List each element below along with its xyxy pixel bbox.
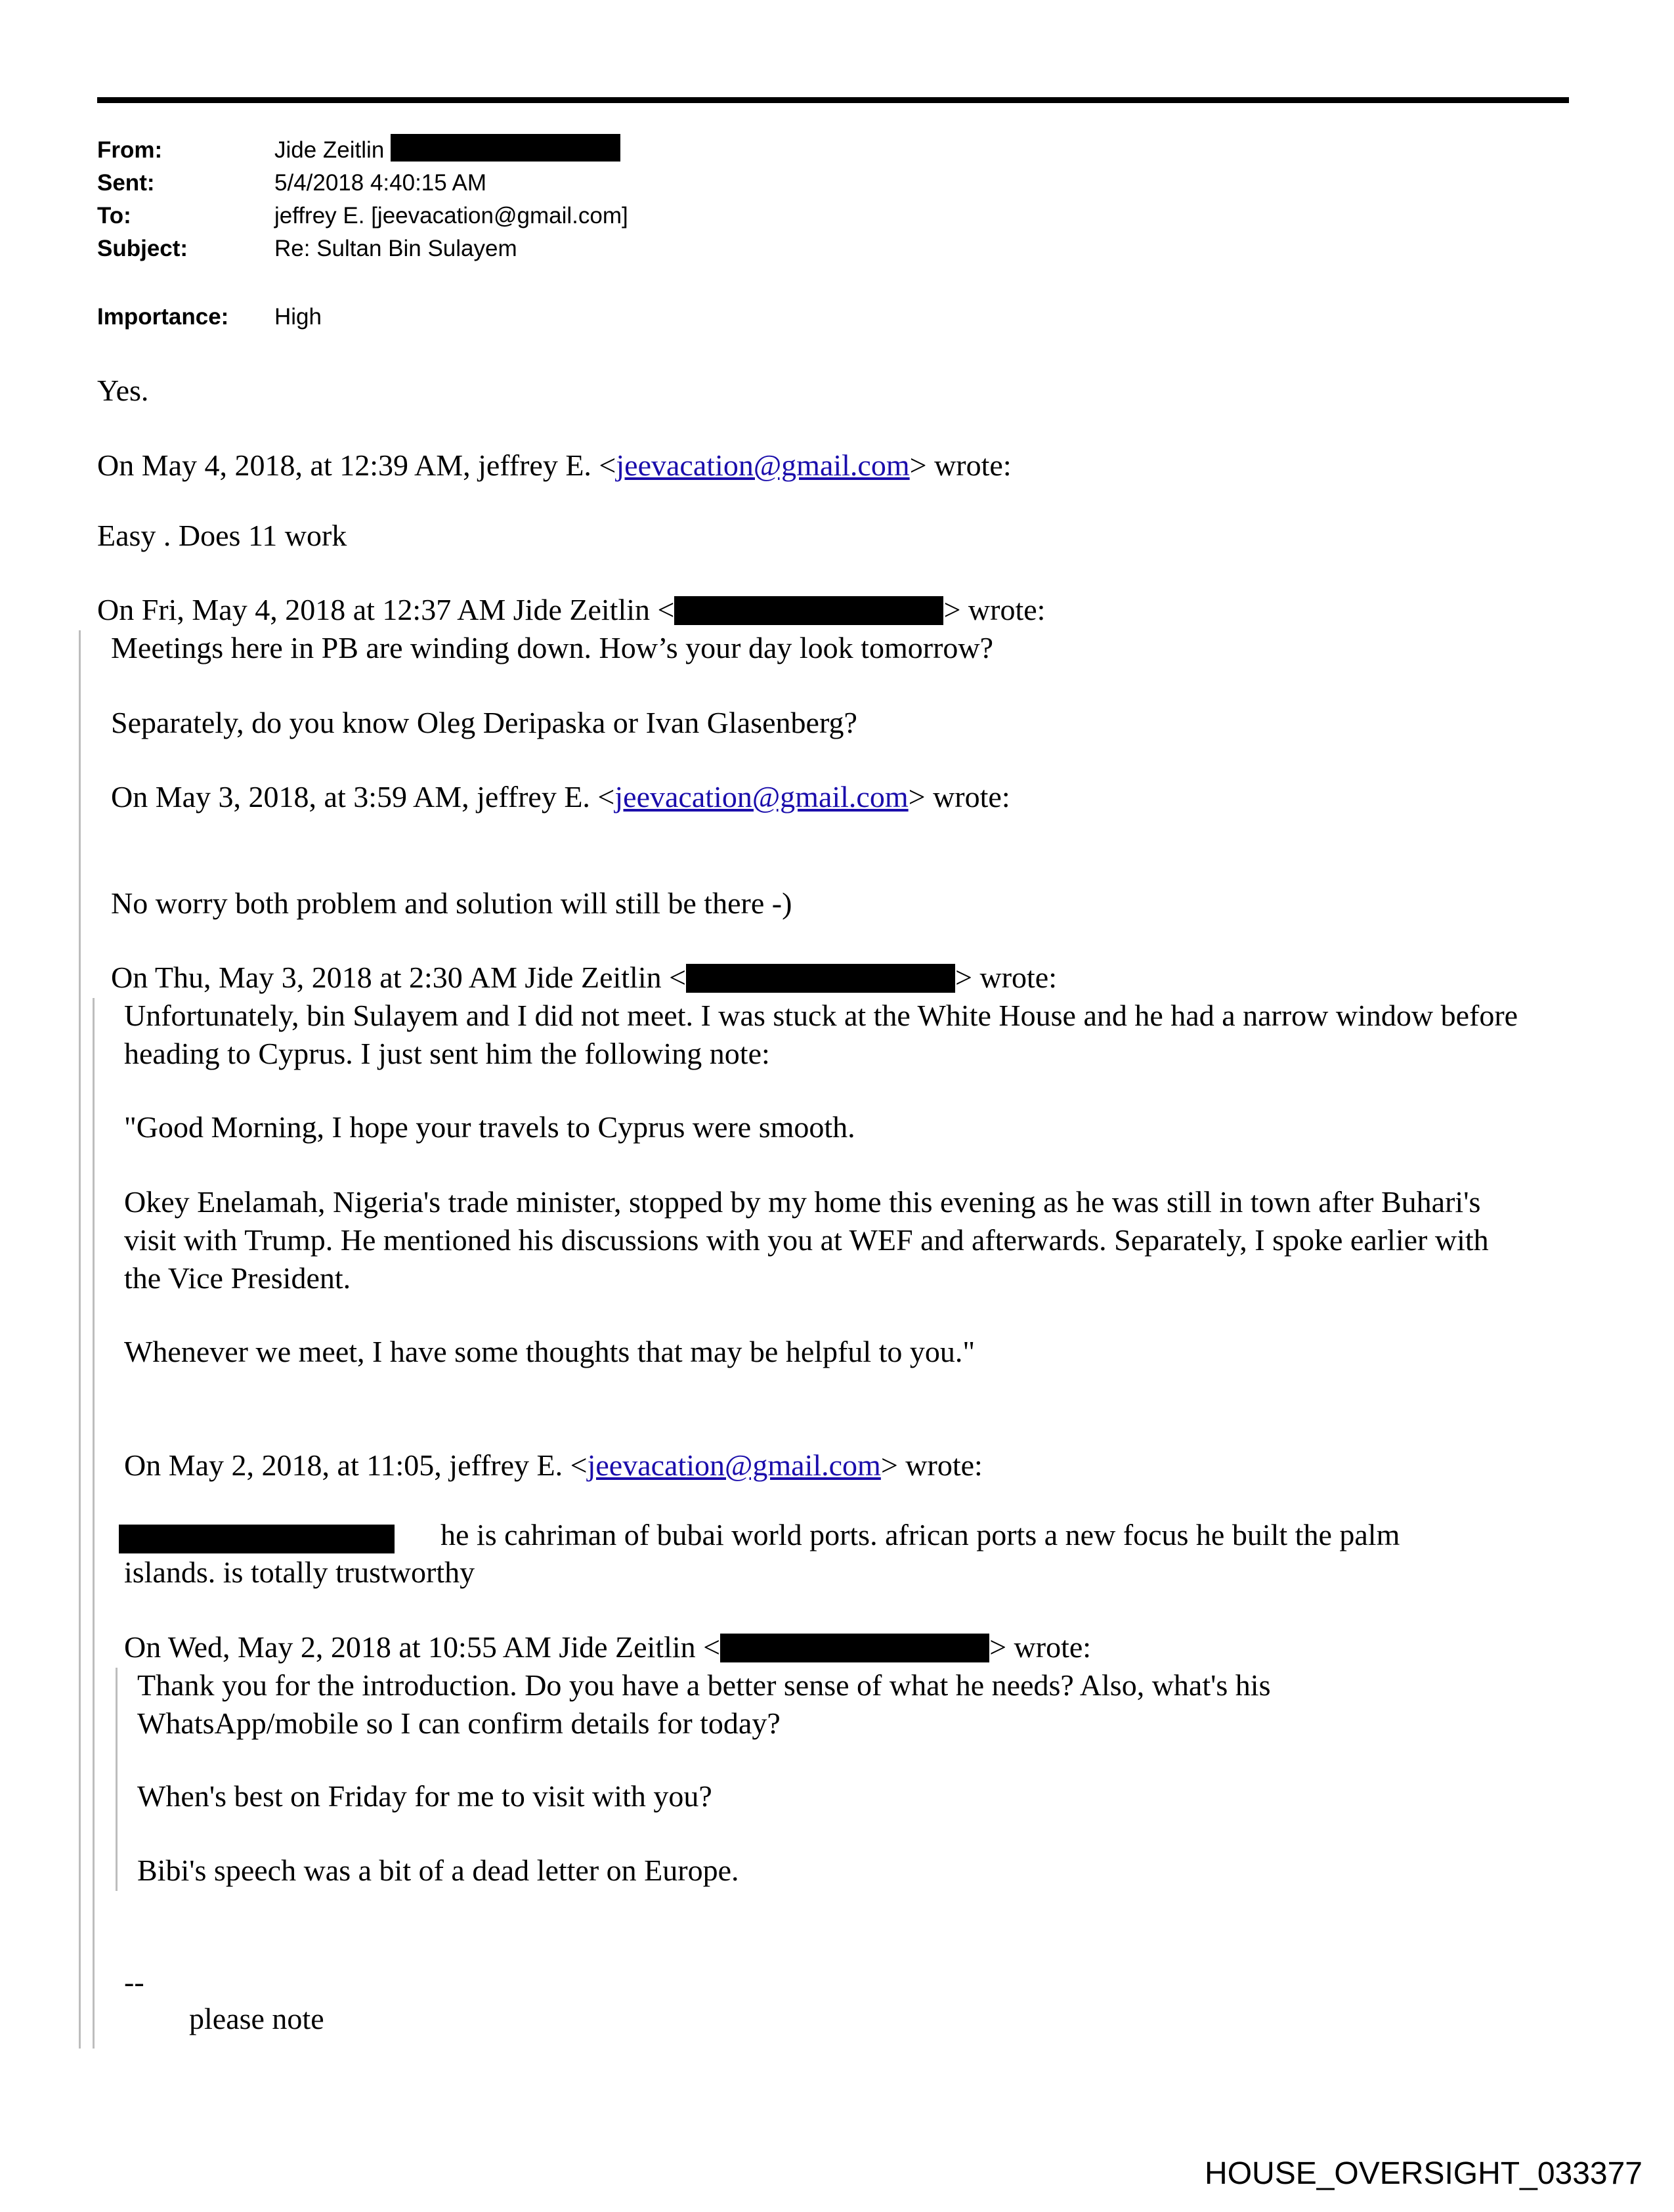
quote-attribution-1 [97,446,1012,485]
attribution-text: On May 4, 2018, at 12:39 AM, jeffrey E. < [97,448,616,482]
from-name: Jide Zeitlin [274,137,385,163]
attribution-text: > wrote: [880,1448,983,1482]
message-text: he is cahriman of bubai world ports. african ports a new focus he built the palm [440,1518,1400,1551]
email-link[interactable]: jeevacation@gmail.com [614,780,909,813]
attribution-text: On May 3, 2018, at 3:59 AM, jeffrey E. < [111,780,615,813]
importance-value: High [274,304,322,330]
signature-text: please note [189,2002,324,2035]
to-value: jeffrey E. [jeevacation@gmail.com] [274,203,628,228]
attribution-text: On Thu, May 3, 2018 at 2:30 AM Jide Zeitlin < [111,961,687,994]
redaction-box [686,964,955,993]
to-label: To: [97,203,131,228]
quote-bar-level-2 [93,998,95,2049]
attribution-text: > wrote: [955,961,1058,994]
from-value [274,134,620,167]
message-text: Meetings here in PB are winding down. How’s your day look tomorrow? [111,631,994,664]
attribution-text: > wrote: [943,593,1046,626]
message-text: Okey Enelamah, Nigeria's trade minister, stopped by my home this evening as he was still in town after Buhari's visit with Trump. He mentioned his discussions with you at WEF and afterwards. Separately, I spoke earlier with the Vice President. [124,1185,1489,1295]
bates-number: HOUSE_OVERSIGHT_033377 [1205,2156,1642,2191]
quote-attribution-2 [97,591,1045,629]
message-text: Unfortunately, bin Sulayem and I did not meet. I was stuck at the White House and he had a narrow window before heading to Cyprus. I just sent him the following note: [124,999,1518,1070]
attribution-text: On Wed, May 2, 2018 at 10:55 AM Jide Zeitlin < [124,1630,721,1664]
attribution-text: > wrote: [989,1630,1092,1664]
message-text: When's best on Friday for me to visit with you? [137,1779,712,1813]
email-link[interactable]: jeevacation@gmail.com [587,1448,881,1482]
subject-label: Subject: [97,236,188,261]
quote-bar-level-3 [116,1668,118,1891]
attribution-text: On Fri, May 4, 2018 at 12:37 AM Jide Zeitlin < [97,593,675,626]
sent-value: 5/4/2018 4:40:15 AM [274,170,487,196]
message-text: Separately, do you know Oleg Deripaska or Ivan Glasenberg? [111,706,857,739]
quote-attribution-6 [124,1628,1091,1666]
message-text: Easy . Does 11 work [97,519,347,552]
quote-bar-level-1 [79,630,81,2049]
quote-attribution-3 [111,778,1010,816]
attribution-text: On May 2, 2018, at 11:05, jeffrey E. < [124,1448,588,1482]
message-text: Bibi's speech was a bit of a dead letter on Europe. [137,1854,739,1887]
redaction-box [720,1634,989,1662]
top-rule [97,97,1569,103]
message-text: No worry both problem and solution will still be there -) [111,886,792,920]
quote-attribution-4 [111,959,1057,997]
message-text: Whenever we meet, I have some thoughts that may be helpful to you." [124,1335,976,1368]
from-label: From: [97,137,163,163]
redaction-box [674,596,943,625]
attribution-text: > wrote: [909,448,1012,482]
signature-separator: -- [124,1965,144,1999]
importance-label: Importance: [97,304,229,330]
email-link[interactable]: jeevacation@gmail.com [616,448,910,482]
attribution-text: > wrote: [908,780,1010,813]
redaction-box [391,134,620,162]
message-text: Thank you for the introduction. Do you have a better sense of what he needs? Also, what's his WhatsApp/mobile so I can confirm details for today? [137,1668,1271,1740]
message-text: islands. is totally trustworthy [124,1555,475,1589]
subject-value: Re: Sultan Bin Sulayem [274,236,517,261]
redaction-box [119,1525,395,1553]
message-text: "Good Morning, I hope your travels to Cyprus were smooth. [124,1110,855,1144]
quote-attribution-5 [124,1446,983,1485]
reply-text: Yes. [97,374,149,407]
sent-label: Sent: [97,170,155,196]
